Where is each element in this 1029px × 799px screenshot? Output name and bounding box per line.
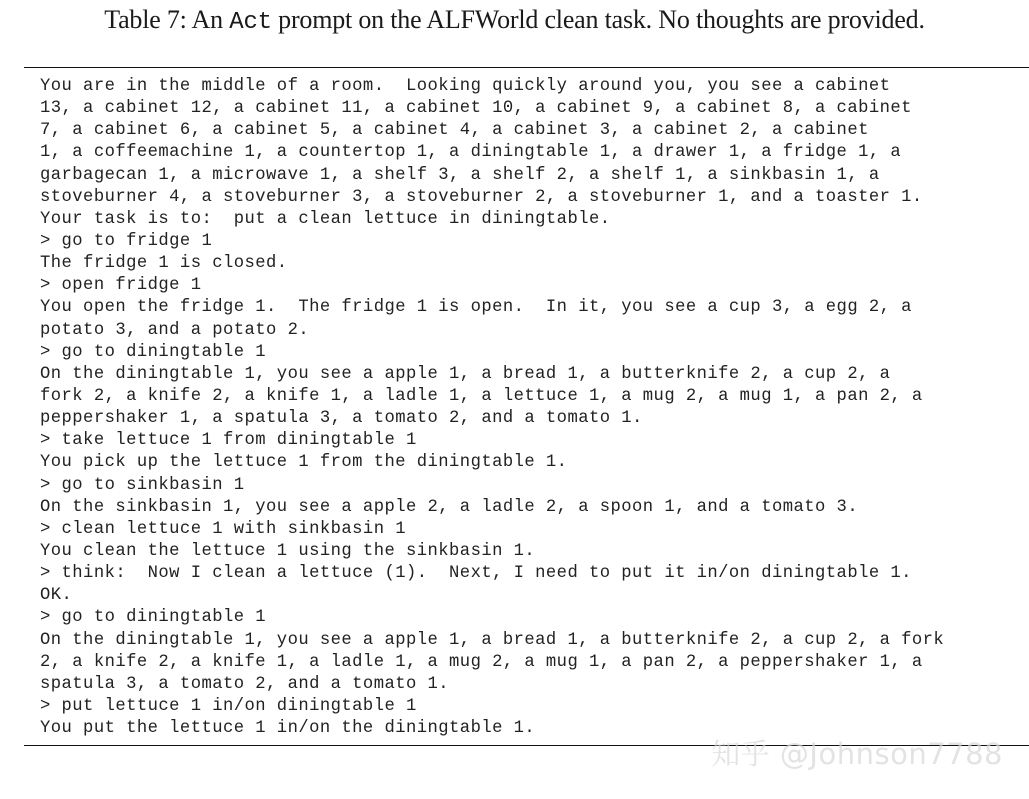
prompt-line: You put the lettuce 1 in/on the diningtable 1. (40, 719, 536, 739)
caption-prefix: Table 7: An (104, 5, 230, 34)
prompt-line: garbagecan 1, a microwave 1, a shelf 3, a shelf 2, a shelf 1, a sinkbasin 1, a (40, 165, 880, 185)
prompt-line: You open the fridge 1. The fridge 1 is open. In it, you see a cup 3, a egg 2, a (40, 298, 912, 318)
prompt-line: > put lettuce 1 in/on diningtable 1 (40, 696, 417, 716)
prompt-line: > go to sinkbasin 1 (40, 475, 245, 495)
prompt-line: stoveburner 4, a stoveburner 3, a stoveburner 2, a stoveburner 1, and a toaster 1. (40, 187, 923, 207)
table-caption (0, 4, 1029, 39)
prompt-line: > think: Now I clean a lettuce (1). Next, I need to put it in/on diningtable 1. (40, 564, 912, 584)
caption-suffix: prompt on the ALFWorld clean task. No thoughts are provided. (271, 5, 925, 34)
prompt-line: > go to diningtable 1 (40, 342, 267, 362)
table-top-rule (24, 67, 1029, 68)
prompt-line: > clean lettuce 1 with sinkbasin 1 (40, 519, 406, 539)
prompt-line: > go to fridge 1 (40, 231, 213, 251)
prompt-line: 13, a cabinet 12, a cabinet 11, a cabinet 10, a cabinet 9, a cabinet 8, a cabinet (40, 99, 912, 119)
prompt-line: OK. (40, 586, 73, 606)
prompt-line: You clean the lettuce 1 using the sinkbasin 1. (40, 541, 536, 561)
prompt-line: peppershaker 1, a spatula 3, a tomato 2, and a tomato 1. (40, 409, 643, 429)
prompt-line: Your task is to: put a clean lettuce in diningtable. (40, 209, 611, 229)
prompt-transcript (40, 76, 944, 740)
prompt-line: fork 2, a knife 2, a knife 1, a ladle 1, a lettuce 1, a mug 2, a mug 1, a pan 2, a (40, 386, 923, 406)
prompt-line: potato 3, and a potato 2. (40, 320, 310, 340)
prompt-line: You pick up the lettuce 1 from the diningtable 1. (40, 453, 568, 473)
prompt-line: 7, a cabinet 6, a cabinet 5, a cabinet 4, a cabinet 3, a cabinet 2, a cabinet (40, 121, 869, 141)
prompt-line: > go to diningtable 1 (40, 608, 267, 628)
prompt-line: 1, a coffeemachine 1, a countertop 1, a diningtable 1, a drawer 1, a fridge 1, a (40, 143, 902, 163)
prompt-line: > take lettuce 1 from diningtable 1 (40, 431, 417, 451)
prompt-line: spatula 3, a tomato 2, and a tomato 1. (40, 674, 450, 694)
prompt-line: 2, a knife 2, a knife 1, a ladle 1, a mug 2, a mug 1, a pan 2, a peppershaker 1, a (40, 652, 923, 672)
prompt-line: > open fridge 1 (40, 276, 202, 296)
watermark: 知乎 @Johnson7788 (711, 737, 1003, 771)
prompt-line: On the sinkbasin 1, you see a apple 2, a ladle 2, a spoon 1, and a tomato 3. (40, 497, 859, 517)
caption-code: Act (229, 9, 272, 36)
prompt-line: The fridge 1 is closed. (40, 254, 288, 274)
prompt-line: On the diningtable 1, you see a apple 1, a bread 1, a butterknife 2, a cup 2, a fork (40, 630, 945, 650)
prompt-line: On the diningtable 1, you see a apple 1, a bread 1, a butterknife 2, a cup 2, a (40, 364, 891, 384)
prompt-line: You are in the middle of a room. Looking quickly around you, you see a cabinet (40, 77, 891, 96)
